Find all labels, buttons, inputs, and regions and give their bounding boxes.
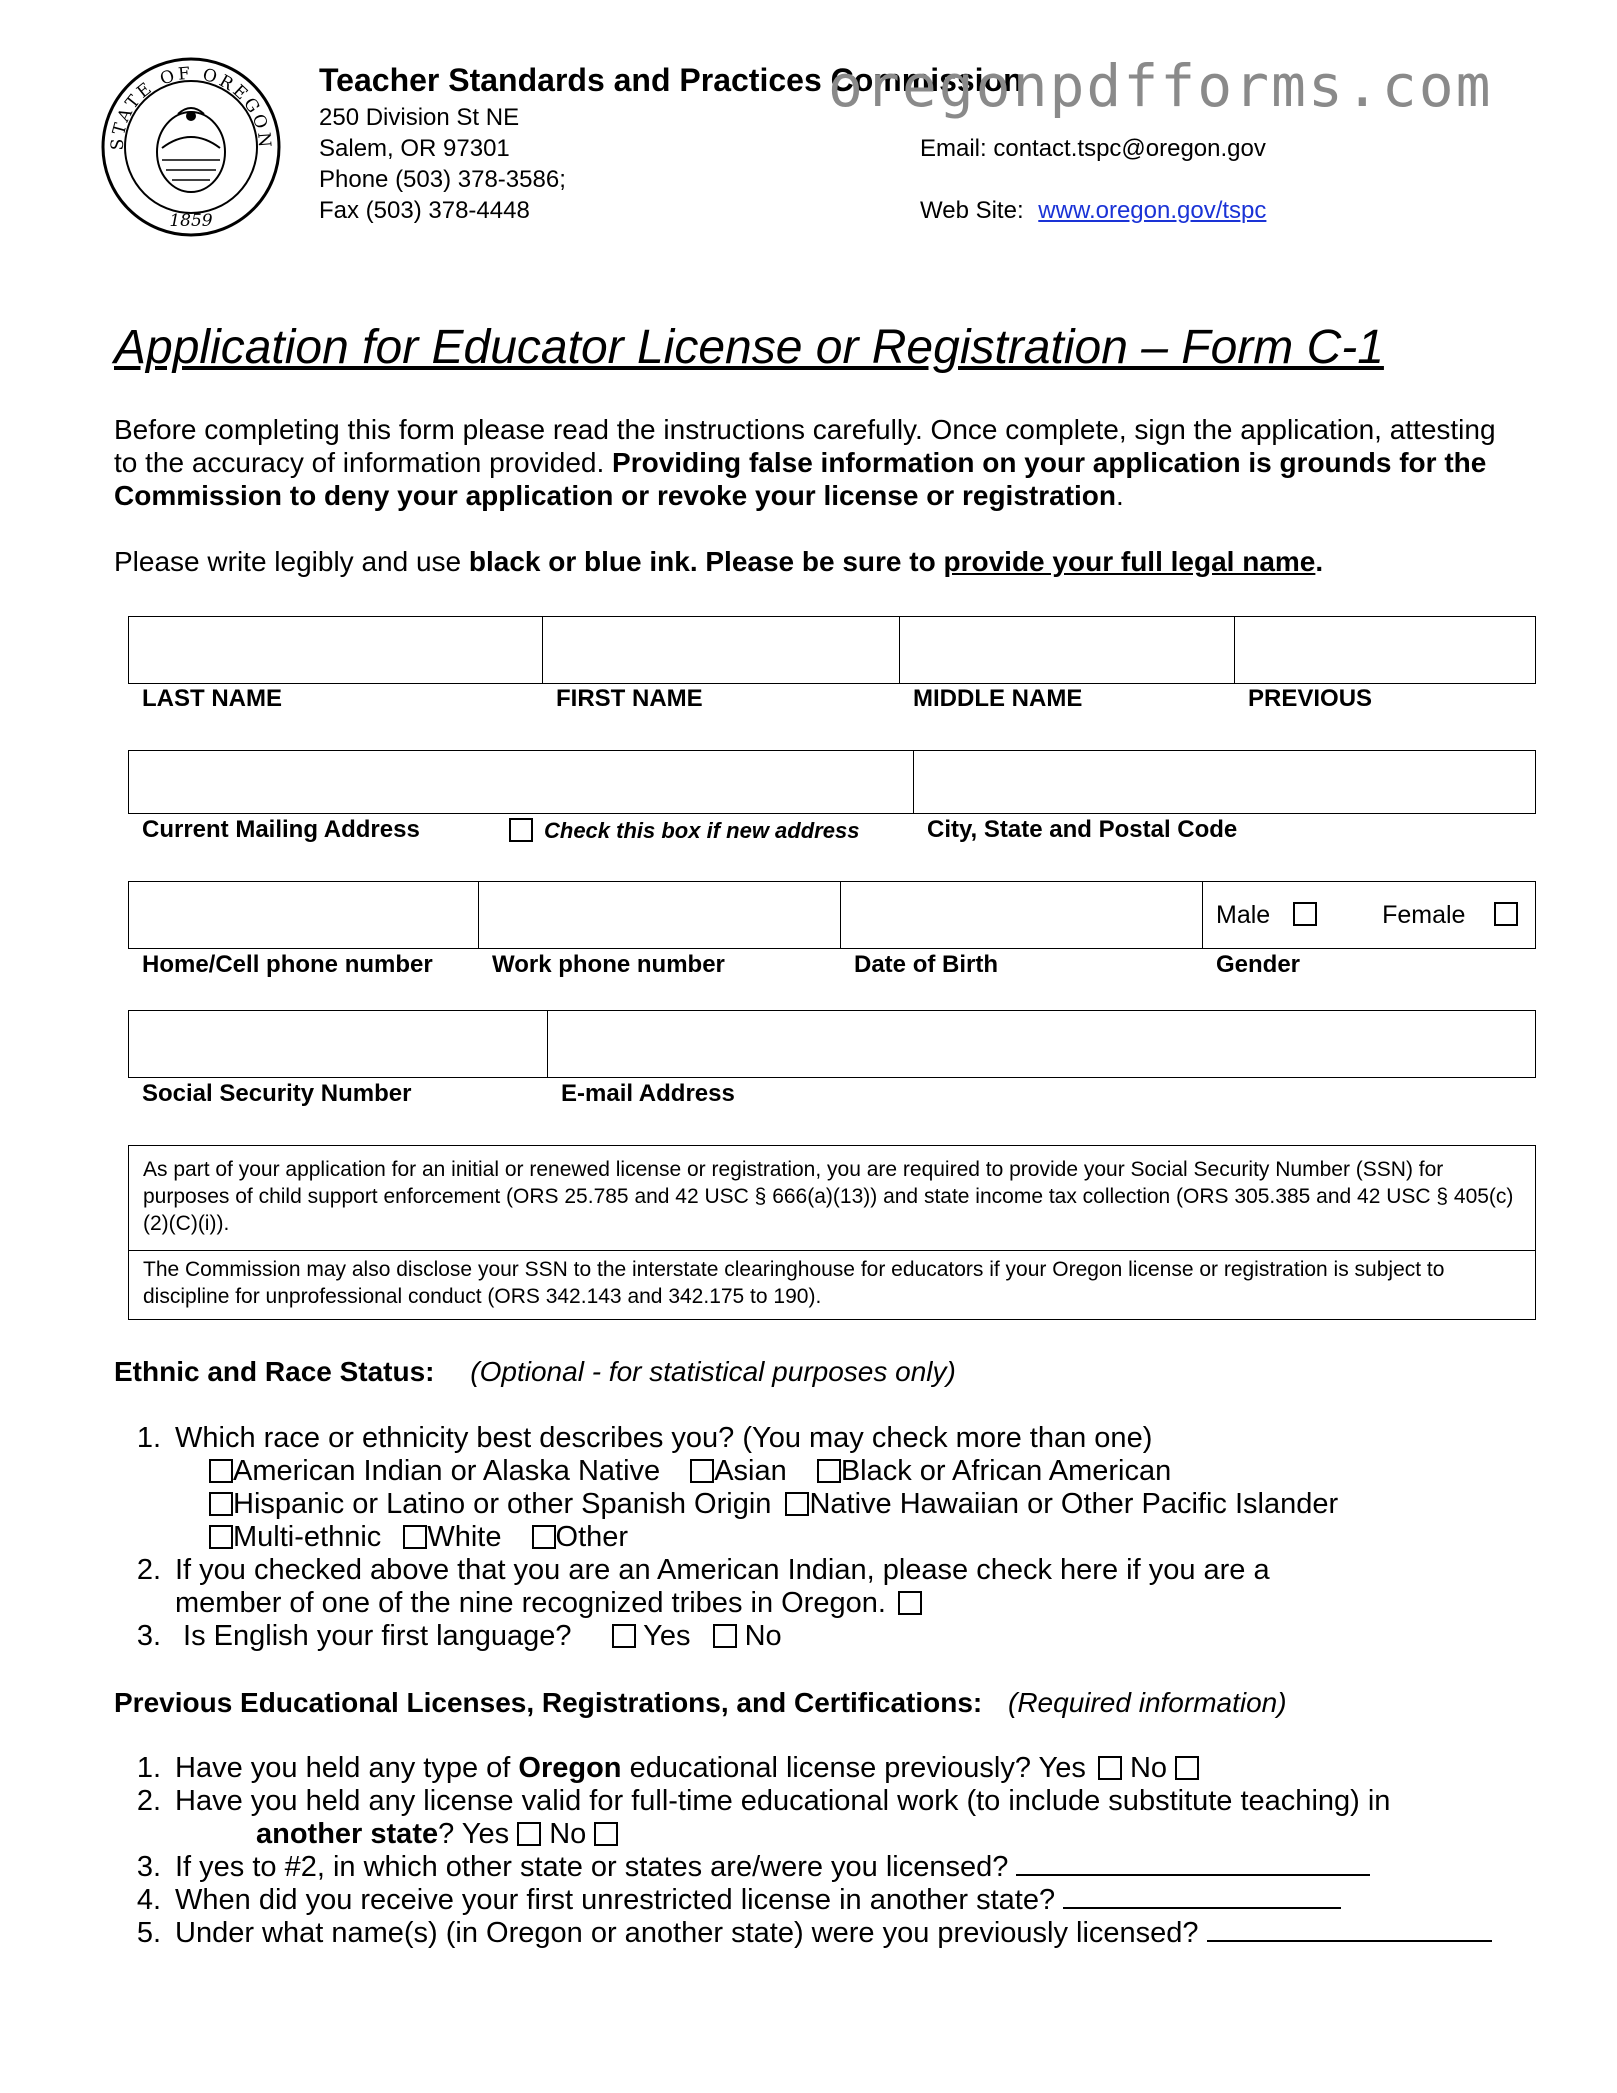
last-name-label: LAST NAME <box>142 685 282 712</box>
prev-note: (Required information) <box>1008 1687 1287 1718</box>
ink-end: . <box>1315 546 1324 577</box>
address-line2: Salem, OR 97301 <box>319 135 510 162</box>
first-license-date-input[interactable] <box>1063 1907 1341 1909</box>
black-checkbox[interactable] <box>817 1459 841 1483</box>
first-name-field[interactable] <box>542 616 900 684</box>
last-name-field[interactable] <box>128 616 543 684</box>
city-state-zip-label: City, State and Postal Code <box>927 816 1238 843</box>
legal-name-note: provide your full legal name <box>943 546 1316 577</box>
watermark: oregonpdfforms.com <box>828 52 1493 120</box>
female-checkbox[interactable] <box>1494 902 1518 926</box>
dob-label: Date of Birth <box>854 951 998 978</box>
other-state-no-checkbox[interactable] <box>594 1822 618 1846</box>
english-q: Is English your first language? <box>175 1620 572 1652</box>
tribe-checkbox[interactable] <box>898 1591 922 1615</box>
prev-q1-oregon: Oregon <box>518 1752 622 1784</box>
mailing-address-label: Current Mailing Address <box>142 816 420 843</box>
black-label: Black or African American <box>840 1455 1172 1487</box>
nhpi-label: Native Hawaiian or Other Pacific Islander <box>809 1488 1339 1520</box>
phone: Phone (503) 378-3586; <box>319 166 566 193</box>
seal-year: 1859 <box>169 211 213 231</box>
ai-checkbox[interactable] <box>209 1459 233 1483</box>
address-line1: 250 Division St NE <box>319 104 520 131</box>
female-label: Female <box>1382 901 1466 929</box>
dob-field[interactable] <box>840 881 1203 949</box>
prev-q2: Have you held any license valid for full-time educational work (to include substitute teaching) in <box>175 1785 1391 1817</box>
ai-label: American Indian or Alaska Native <box>233 1455 661 1487</box>
intro-end: . <box>1116 480 1124 511</box>
middle-name-field[interactable] <box>899 616 1235 684</box>
prev-q1-no-label: No <box>1129 1752 1168 1784</box>
ssn-notice-2: The Commission may also disclose your SSN to the interstate clearinghouse for educators if your Oregon license or registration is subject to discipline for unprofessional conduct (ORS 342.143 and 342.175 to 190). <box>128 1250 1536 1320</box>
mailing-address-field[interactable] <box>128 750 914 814</box>
english-yes-label: Yes <box>643 1620 691 1652</box>
ethnic-note: (Optional - for statistical purposes only) <box>470 1356 956 1387</box>
state-seal <box>100 56 282 238</box>
oregon-license-no-checkbox[interactable] <box>1175 1756 1199 1780</box>
nhpi-checkbox[interactable] <box>785 1492 809 1516</box>
prev-q2-another-state: another state <box>256 1818 439 1850</box>
home-phone-field[interactable] <box>128 881 479 949</box>
prev-q3: If yes to #2, in which other state or states are/were you licensed? <box>175 1851 1009 1883</box>
seal-top-text: STATE OF OREGON <box>107 63 275 151</box>
male-checkbox[interactable] <box>1293 902 1317 926</box>
prev-q1-a: Have you held any type of <box>175 1752 519 1784</box>
prev-q2-no-label: No <box>549 1818 587 1850</box>
white-checkbox[interactable] <box>403 1525 427 1549</box>
previous-name-label: PREVIOUS <box>1248 685 1373 712</box>
prev-q4: When did you receive your first unrestricted license in another state? <box>175 1884 1056 1916</box>
work-phone-label: Work phone number <box>492 951 725 978</box>
intro-warning: Providing false information on your application is grounds for the Commission to deny your application or revoke your license or registration <box>114 447 1487 511</box>
prev-q2-yes-label: ? Yes <box>438 1818 510 1850</box>
multi-checkbox[interactable] <box>209 1525 233 1549</box>
home-phone-label: Home/Cell phone number <box>142 951 433 978</box>
other-state-yes-checkbox[interactable] <box>517 1822 541 1846</box>
first-name-label: FIRST NAME <box>556 685 703 712</box>
email-field[interactable] <box>547 1010 1536 1078</box>
website-label: Web Site: <box>920 197 1024 224</box>
ethnic-q1: Which race or ethnicity best describes you? (You may check more than one) <box>175 1422 1153 1454</box>
multi-label: Multi-ethnic <box>233 1521 382 1553</box>
english-yes-checkbox[interactable] <box>612 1624 636 1648</box>
asian-checkbox[interactable] <box>690 1459 714 1483</box>
prev-heading: Previous Educational Licenses, Registrations, and Certifications: <box>114 1687 983 1718</box>
english-no-label: No <box>744 1620 782 1652</box>
asian-label: Asian <box>714 1455 787 1487</box>
middle-name-label: MIDDLE NAME <box>913 685 1083 712</box>
fax: Fax (503) 378-4448 <box>319 197 530 224</box>
ethnic-q2-cont: member of one of the nine recognized tribes in Oregon. <box>175 1587 886 1619</box>
ssn-label: Social Security Number <box>142 1080 412 1107</box>
ethnic-q2: If you checked above that you are an American Indian, please check here if you are a <box>175 1554 1270 1586</box>
email-line: Email: contact.tspc@oregon.gov <box>920 135 1266 162</box>
ethnic-heading: Ethnic and Race Status: <box>114 1356 435 1387</box>
email-label: E-mail Address <box>561 1080 735 1107</box>
oregon-license-yes-checkbox[interactable] <box>1098 1756 1122 1780</box>
new-address-checkbox[interactable] <box>509 818 533 842</box>
ink-bold: black or blue ink. Please be sure to <box>468 546 944 577</box>
hispanic-label: Hispanic or Latino or other Spanish Origin <box>233 1488 772 1520</box>
intro-paragraph <box>114 413 1514 512</box>
white-label: White <box>427 1521 502 1553</box>
ethnic-list: 1. Which race or ethnicity best describes you? (You may check more than one) American Indian or Alaska Native Asian Black or African American Hispanic or Latino or other Spanish Origin Native Hawaiian or Other Pacific Islander Multi-ethnic White Other 2. If you checked above that you are an American Indian, please check here if you are a member of one of the nine recognized tribes in Oregon. 3. Is English your first language? Yes No <box>136 1422 1339 1652</box>
english-no-checkbox[interactable] <box>713 1624 737 1648</box>
male-label: Male <box>1216 901 1271 929</box>
new-address-label: Check this box if new address <box>544 818 860 843</box>
prev-q5: Under what name(s) (in Oregon or another state) were you previously licensed? <box>175 1917 1199 1949</box>
city-state-zip-field[interactable] <box>913 750 1536 814</box>
website-link[interactable]: www.oregon.gov/tspc <box>1038 197 1267 224</box>
prev-list: 1. Have you held any type of Oregon educational license previously? Yes No 2. Have you held any license valid for full-time educational work (to include substitute teaching) in another state? Yes No 3. If yes to #2, in which other state or states are/were you licensed? 4. When did you receive your first unrestricted license in another state? 5. Under what name(s) (in Oregon or another state) were you previously licensed? <box>114 1752 1594 1950</box>
other-label: Other <box>555 1521 629 1553</box>
previous-names-input[interactable] <box>1207 1940 1492 1942</box>
previous-name-field[interactable] <box>1234 616 1536 684</box>
form-title: Application for Educator License or Registration – Form C-1 <box>114 321 1384 374</box>
prev-q1-c: educational license previously? Yes <box>621 1752 1086 1784</box>
gender-label: Gender <box>1216 951 1301 978</box>
ink-instruction <box>114 545 1323 578</box>
ssn-notice-1: As part of your application for an initial or renewed license or registration, you are required to provide your Social Security Number (SSN) for purposes of child support enforcement (ORS 25.785 and 42 USC § 666(a)(13)) and state income tax collection (ORS 305.385 and 42 USC § 405(c)(2)(C)(i)). <box>128 1145 1536 1251</box>
intro-text: Before completing this form please read the instructions carefully. Once complete, sign the application, attesting to the accuracy of information provided. <box>114 414 1496 478</box>
org-name: Teacher Standards and Practices Commission <box>319 62 1023 98</box>
work-phone-field[interactable] <box>478 881 841 949</box>
hispanic-checkbox[interactable] <box>209 1492 233 1516</box>
other-checkbox[interactable] <box>532 1525 556 1549</box>
ssn-field[interactable] <box>128 1010 548 1078</box>
other-states-input[interactable] <box>1016 1874 1370 1876</box>
ink-text: Please write legibly and use <box>114 546 469 577</box>
